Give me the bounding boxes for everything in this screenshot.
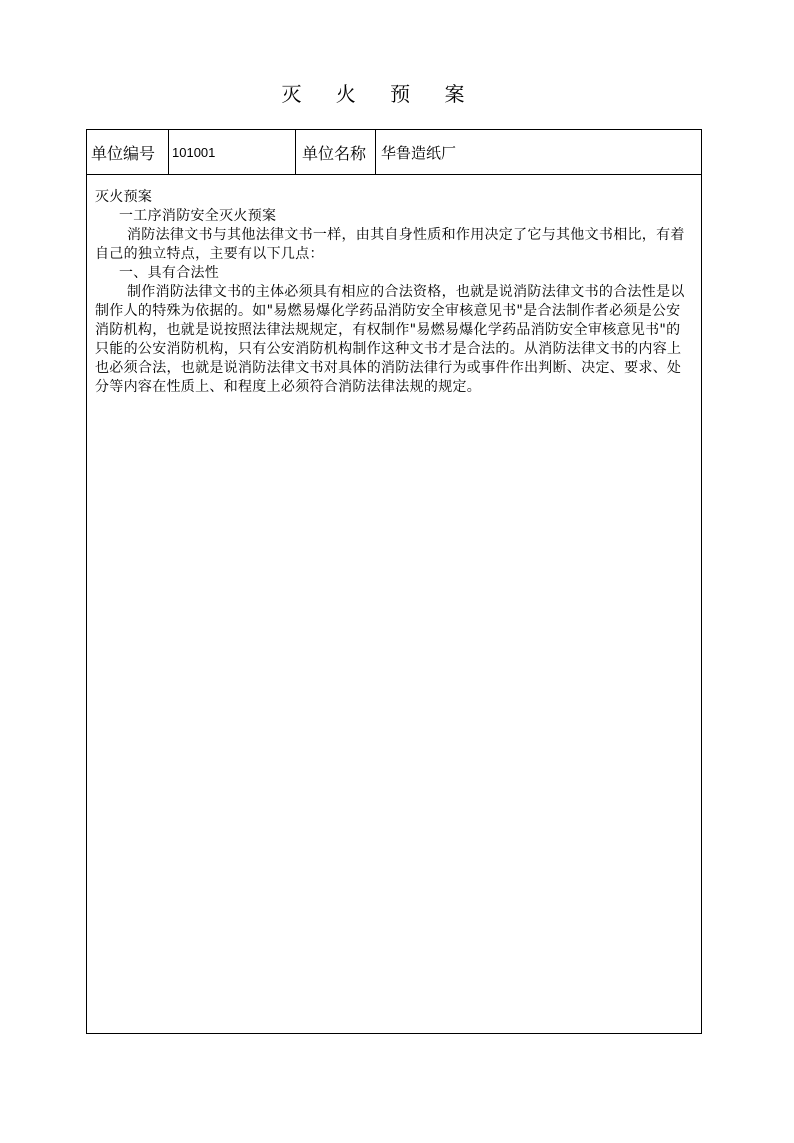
unit-code-label: 单位编号 xyxy=(87,130,169,174)
header-row xyxy=(87,130,701,175)
plan-content xyxy=(87,175,701,397)
unit-name-value: 华鲁造纸厂 xyxy=(381,143,457,162)
content-subheading: 一工序消防安全灭火预案 xyxy=(119,208,277,224)
section-title-legality: 一、具有合法性 xyxy=(119,265,220,281)
unit-name-label: 单位名称 xyxy=(296,130,376,174)
form-table xyxy=(86,129,702,1034)
paragraph-legality: 制作消防法律文书的主体必须具有相应的合法资格，也就是说消防法律文书的合法性是以制作人的特殊为依据的。如"易燃易爆化学药品消防安全审核意见书"是合法制作者必须是公安消防机构，也就是说按照法律法规规定，有权制作"易燃易爆化学药品消防安全审核意见书"的只能的公安消防机构，只有公安消防机构制作这种文书才是合法的。从消防法律文书的内容上也必须合法，也就是说消防法律文书对具体的消防法律行为或事件作出判断、决定、要求、处分等内容在性质上、和程度上必须符合消防法律法规的规定。 xyxy=(95,284,685,395)
page-title: 灭 火 预 案 xyxy=(281,82,479,106)
unit-code-value: 101001 xyxy=(169,130,296,174)
paragraph-intro: 消防法律文书与其他法律文书一样，由其自身性质和作用决定了它与其他文书相比，有着自己的独立特点，主要有以下几点： xyxy=(95,227,685,262)
content-heading: 灭火预案 xyxy=(95,189,153,205)
